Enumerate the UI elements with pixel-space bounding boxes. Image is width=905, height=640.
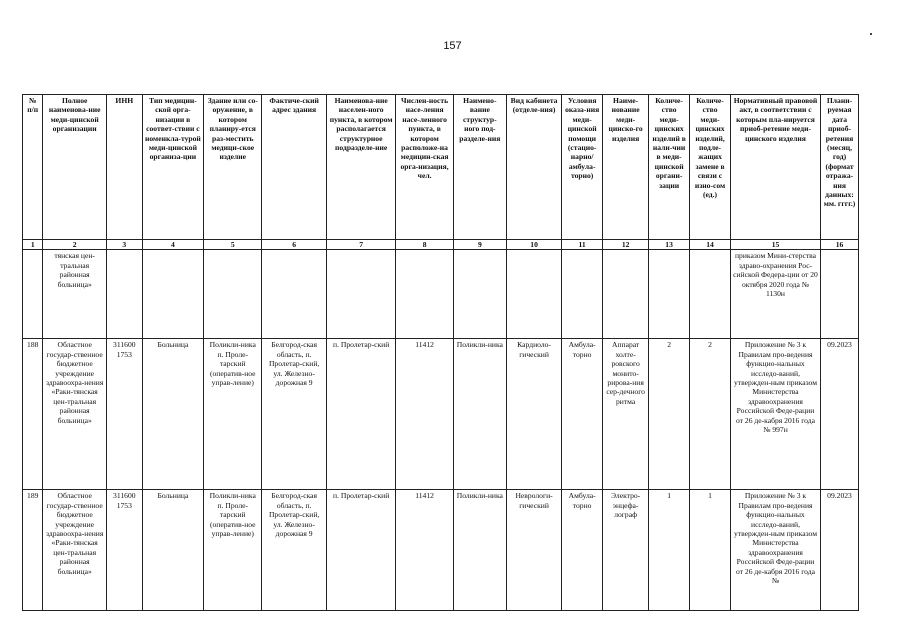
column-number: 16: [821, 240, 859, 250]
table-cell: 2: [649, 339, 690, 490]
table-cell: 1: [649, 490, 690, 611]
table-cell: п. Пролетар-ский: [326, 490, 396, 611]
column-number: 7: [326, 240, 396, 250]
table-cell: [603, 250, 649, 339]
table-cell: Неврологи-гический: [506, 490, 561, 611]
table-cell: [562, 250, 603, 339]
table-cell: 311600 1753: [106, 339, 142, 490]
table-cell: [821, 250, 859, 339]
header-cell: Условия оказа-ния меди-цинской помощи (стацио-нарно/ амбула-торно): [562, 95, 603, 240]
column-number: 4: [142, 240, 203, 250]
header-cell: Нормативный правовой акт, в соответствии с которым пла-нируется приоб-ретение меди-цинского изделия: [730, 95, 820, 240]
table-cell: Больница: [142, 339, 203, 490]
equipment-register-table: [22, 94, 859, 611]
table-cell: [204, 250, 262, 339]
table-cell: Белгород-ская область, п. Пролетар-ский, ул. Железно-дорожная 9: [262, 339, 326, 490]
column-number: 5: [204, 240, 262, 250]
header-cell: Тип медицин-ской орга-низации в соответ-ствии с номенкла-турой меди-цинской организа-ции: [142, 95, 203, 240]
column-number: 1: [23, 240, 43, 250]
table-cell: Областное государ-ственное бюджетное учреждение здравоохра-нения «Раки-тянская цен-тральная районная больница»: [43, 490, 106, 611]
header-cell: № п/п: [23, 95, 43, 240]
table-cell: 11412: [396, 490, 453, 611]
table-cell: 311600 1753: [106, 490, 142, 611]
table-cell: Белгород-ская область, п. Пролетар-ский, ул. Железно-дорожная 9: [262, 490, 326, 611]
header-cell: Количе-ство меди-цинских изделий, подле-жащих замене в связи с изно-сом (ед.): [690, 95, 731, 240]
table-cell: Кардиоло-гический: [506, 339, 561, 490]
table-row: [23, 250, 859, 339]
column-number: 15: [730, 240, 820, 250]
column-number: 13: [649, 240, 690, 250]
table-cell: [453, 250, 506, 339]
table-cell: Приложение № 3 к Правилам про-ведения функцио-нальных исследо-ваний, утвержден-ным приказом Министерства здравоохранения Российской Феде-рации от 26 де-кабря 2016 года № 997н: [730, 339, 820, 490]
table-cell: Электро-энцефа-лограф: [603, 490, 649, 611]
header-cell: Количе-ство меди-цинских изделий в нали-чии в меди-цинской органи-зации: [649, 95, 690, 240]
table-cell: приказом Мини-стерства здраво-охранения Рос-сийской Федера-ции от 20 октября 2020 года № 1130н: [730, 250, 820, 339]
table-cell: Поликли-ника: [453, 490, 506, 611]
table-cell: [506, 250, 561, 339]
table-cell: 1: [690, 490, 731, 611]
table-cell: 09.2023: [821, 339, 859, 490]
column-number: 11: [562, 240, 603, 250]
header-cell: Здание или со-оружение, в котором планиру-ется раз-местить медици-ское изделие: [204, 95, 262, 240]
table-cell: 2: [690, 339, 731, 490]
table-cell: [396, 250, 453, 339]
scan-speck: [870, 33, 872, 35]
table-cell: [106, 250, 142, 339]
table-cell: [142, 250, 203, 339]
column-number: 8: [396, 240, 453, 250]
table-cell: [262, 250, 326, 339]
table-row: [23, 490, 859, 611]
table-cell: п. Пролетар-ский: [326, 339, 396, 490]
table-cell: [649, 250, 690, 339]
table-cell: Поликли-ника п. Проле-тарский (оператив-ное управ-ление): [204, 339, 262, 490]
header-cell: Плани-руемая дата приоб-ретения (месяц, год) (формат отража-ния данных: мм. гггг.): [821, 95, 859, 240]
column-number: 3: [106, 240, 142, 250]
table-cell: Поликли-ника п. Проле-тарский (оператив-ное управ-ление): [204, 490, 262, 611]
table-cell: Аппарат холте-ровского монито-рирова-ния сер-дечного ритма: [603, 339, 649, 490]
header-cell: ИНН: [106, 95, 142, 240]
table-cell: Больница: [142, 490, 203, 611]
header-cell: Вид кабинета (отделе-ния): [506, 95, 561, 240]
table-cell: Амбула-торно: [562, 339, 603, 490]
column-number: 6: [262, 240, 326, 250]
table-cell: Приложение № 3 к Правилам про-ведения функцио-нальных исследо-ваний, утвержден-ным приказом Министерства здравоохранения Российской Феде-рации от 26 де-кабря 2016 года №: [730, 490, 820, 611]
column-number: 9: [453, 240, 506, 250]
table-cell: [23, 250, 43, 339]
header-cell: Фактиче-ский адрес здания: [262, 95, 326, 240]
header-cell: Наиме-нование меди-цинско-го изделия: [603, 95, 649, 240]
table-row: [23, 339, 859, 490]
header-cell: Наимено-вание структур-ного под-разделе-ния: [453, 95, 506, 240]
header-cell: Наименова-ние населен-ного пункта, в котором располагается структурное подразделе-ние: [326, 95, 396, 240]
table-cell: тянская цен-тральная районная больница»: [43, 250, 106, 339]
header-cell: Числен-ность насе-ления насе-ленного пункта, в котором расположе-на медицин-ская орга-низация, чел.: [396, 95, 453, 240]
table-cell: 188: [23, 339, 43, 490]
page-number: 157: [443, 40, 462, 52]
table-cell: 11412: [396, 339, 453, 490]
table-cell: Амбула-торно: [562, 490, 603, 611]
table-cell: 09.2023: [821, 490, 859, 611]
column-number: 14: [690, 240, 731, 250]
header-row: [23, 95, 859, 240]
table-cell: [690, 250, 731, 339]
table-cell: Поликли-ника: [453, 339, 506, 490]
column-number: 10: [506, 240, 561, 250]
table-cell: 189: [23, 490, 43, 611]
column-number: 2: [43, 240, 106, 250]
table-cell: [326, 250, 396, 339]
column-number: 12: [603, 240, 649, 250]
column-number-row: [23, 240, 859, 250]
table-cell: Областное государ-ственное бюджетное учреждение здравоохра-нения «Раки-тянская цен-тральная районная больница»: [43, 339, 106, 490]
header-cell: Полное наименова-ние меди-цинской организации: [43, 95, 106, 240]
